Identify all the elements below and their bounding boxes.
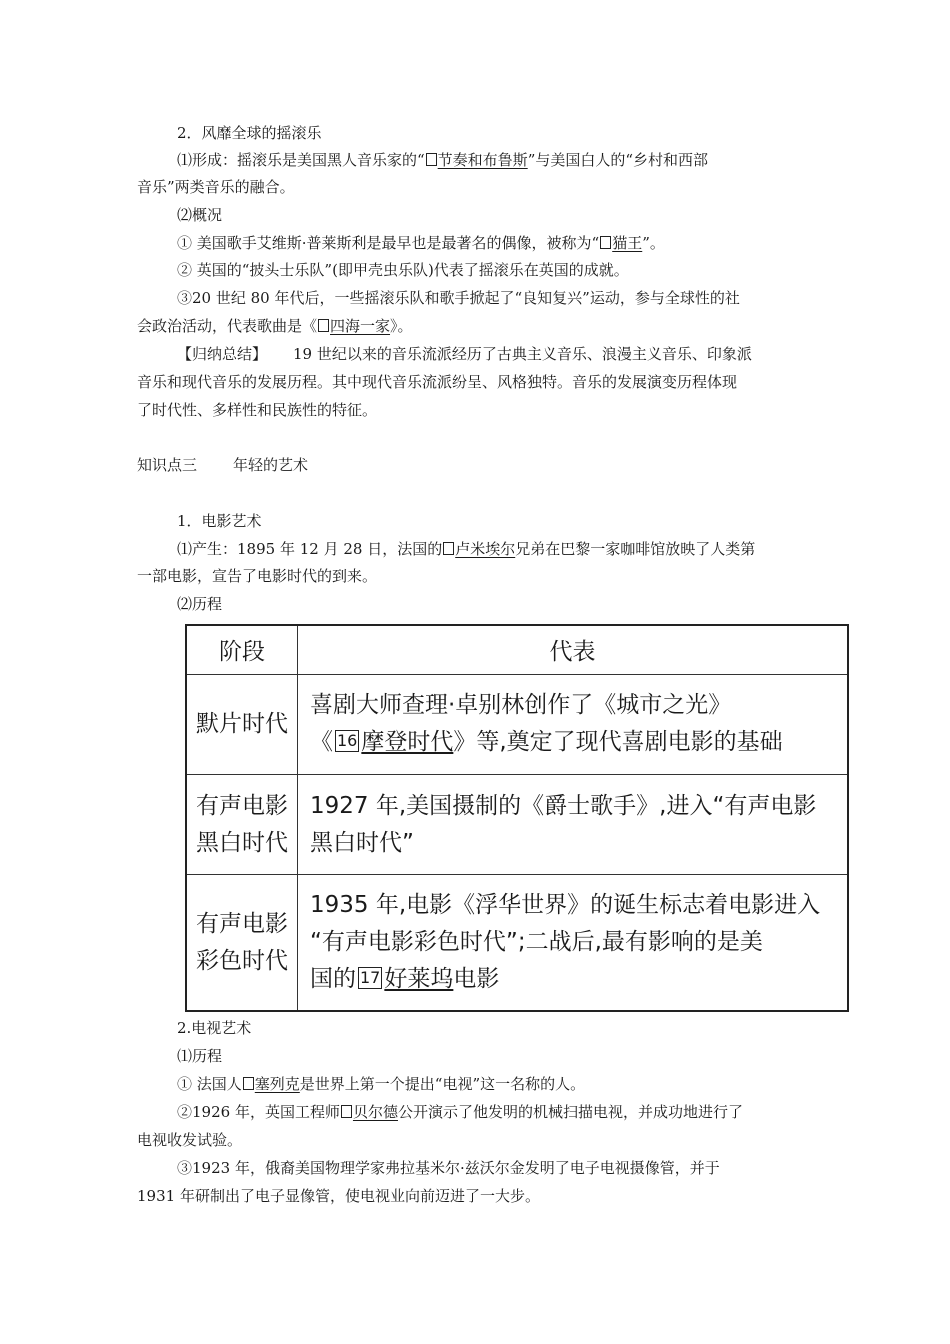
blank-box	[443, 542, 454, 555]
list-item: ③1923 年，俄裔美国物理学家弗拉基米尔·兹沃尔金发明了电子电视摄像管，并于	[177, 1159, 720, 1177]
answer-text: 贝尔德	[352, 1103, 398, 1121]
section-title: 1．电影艺术	[177, 512, 262, 530]
section-title: 2.电视艺术	[177, 1019, 252, 1037]
representative-cell: 喜剧大师查理·卓别林创作了《城市之光》 《 16 摩登时代》等,奠定了现代喜剧电影的基础	[298, 674, 849, 774]
blank-box	[341, 1105, 352, 1118]
paragraph-line: 1931 年研制出了电子显像管，使电视业向前迈进了一大步。	[137, 1187, 540, 1205]
answer-text: 节奏和布鲁斯	[437, 151, 528, 169]
stage-cell: 有声电影 黑白时代	[186, 774, 298, 874]
subheading: ⑴历程	[177, 1047, 223, 1065]
summary-line: 【归纳总结】 19 世纪以来的音乐流派经历了古典主义音乐、浪漫主义音乐、印象派	[177, 345, 752, 363]
answer-text: 四海一家	[330, 317, 391, 335]
table-row	[186, 674, 848, 774]
paragraph-line: 一部电影，宣告了电影时代的到来。	[137, 567, 378, 585]
stage-cell: 有声电影 彩色时代	[186, 875, 298, 1011]
paragraph-origin: ⑴产生：1895 年 12 月 28 日，法国的 卢米埃尔兄弟在巴黎一家咖啡馆放映了人类第	[177, 540, 756, 558]
answer-text: 摩登时代	[361, 729, 454, 756]
stage-cell: 默片时代	[186, 674, 298, 774]
answer-text: 卢米埃尔	[455, 540, 516, 558]
summary-line: 了时代性、多样性和民族性的特征。	[137, 401, 378, 419]
blank-box	[600, 236, 611, 249]
table-row	[186, 875, 848, 1011]
paragraph-line: 电视收发试验。	[137, 1131, 243, 1149]
list-item: ③20 世纪 80 年代后，一些摇滚乐队和歌手掀起了“良知复兴”运动，参与全球性的社	[177, 289, 740, 307]
summary-label: 【归纳总结】	[177, 345, 268, 363]
answer-number-badge: 17	[360, 968, 381, 988]
section-title: 2．风靡全球的摇滚乐	[177, 124, 322, 142]
blank-box	[243, 1077, 254, 1090]
list-item: ② 英国的“披头士乐队”(即甲壳虫乐队)代表了摇滚乐在英国的成就。	[177, 261, 629, 279]
answer-number-badge: 16	[337, 731, 358, 751]
table-header-cell: 代表	[298, 625, 849, 674]
blank-box	[318, 319, 329, 332]
blank-box	[426, 153, 437, 166]
summary-line: 音乐和现代音乐的发展历程。其中现代音乐流派纷呈、风格独特。音乐的发展演变历程体现	[137, 373, 738, 391]
table-header-row	[186, 625, 848, 674]
list-item: ②1926 年，英国工程师 贝尔德公开演示了他发明的机械扫描电视，并成功地进行了	[177, 1103, 743, 1121]
subheading: ⑵历程	[177, 595, 223, 613]
knowledge-point-label: 知识点三	[137, 456, 198, 474]
answer-text: 好莱坞	[384, 966, 454, 993]
table-header-cell: 阶段	[186, 625, 298, 674]
paragraph-line: 音乐”两类音乐的融合。	[137, 178, 295, 196]
knowledge-point-heading	[137, 455, 308, 475]
paragraph-line: 会政治活动，代表歌曲是《 四海一家》。	[137, 317, 413, 335]
subheading: ⑵概况	[177, 206, 223, 224]
representative-cell: 1935 年,电影《浮华世界》的诞生标志着电影进入 “有声电影彩色时代”;二战后,最有影响的是美 国的 17 好莱坞电影	[298, 875, 849, 1011]
film-history-table	[185, 624, 849, 1012]
table-row	[186, 774, 848, 874]
list-item: ① 美国歌手艾维斯·普莱斯利是最早也是最著名的偶像，被称为“ 猫王”。	[177, 234, 665, 252]
list-item: ① 法国人 塞列克是世界上第一个提出“电视”这一名称的人。	[177, 1075, 586, 1093]
answer-text: 塞列克	[254, 1075, 300, 1093]
paragraph-formation: ⑴形成：摇滚乐是美国黑人音乐家的“ 节奏和布鲁斯”与美国白人的“乡村和西部	[177, 151, 709, 169]
representative-cell: 1927 年,美国摄制的《爵士歌手》,进入“有声电影 黑白时代”	[298, 774, 849, 874]
knowledge-point-title: 年轻的艺术	[233, 456, 309, 474]
answer-text: 猫王	[612, 234, 643, 252]
